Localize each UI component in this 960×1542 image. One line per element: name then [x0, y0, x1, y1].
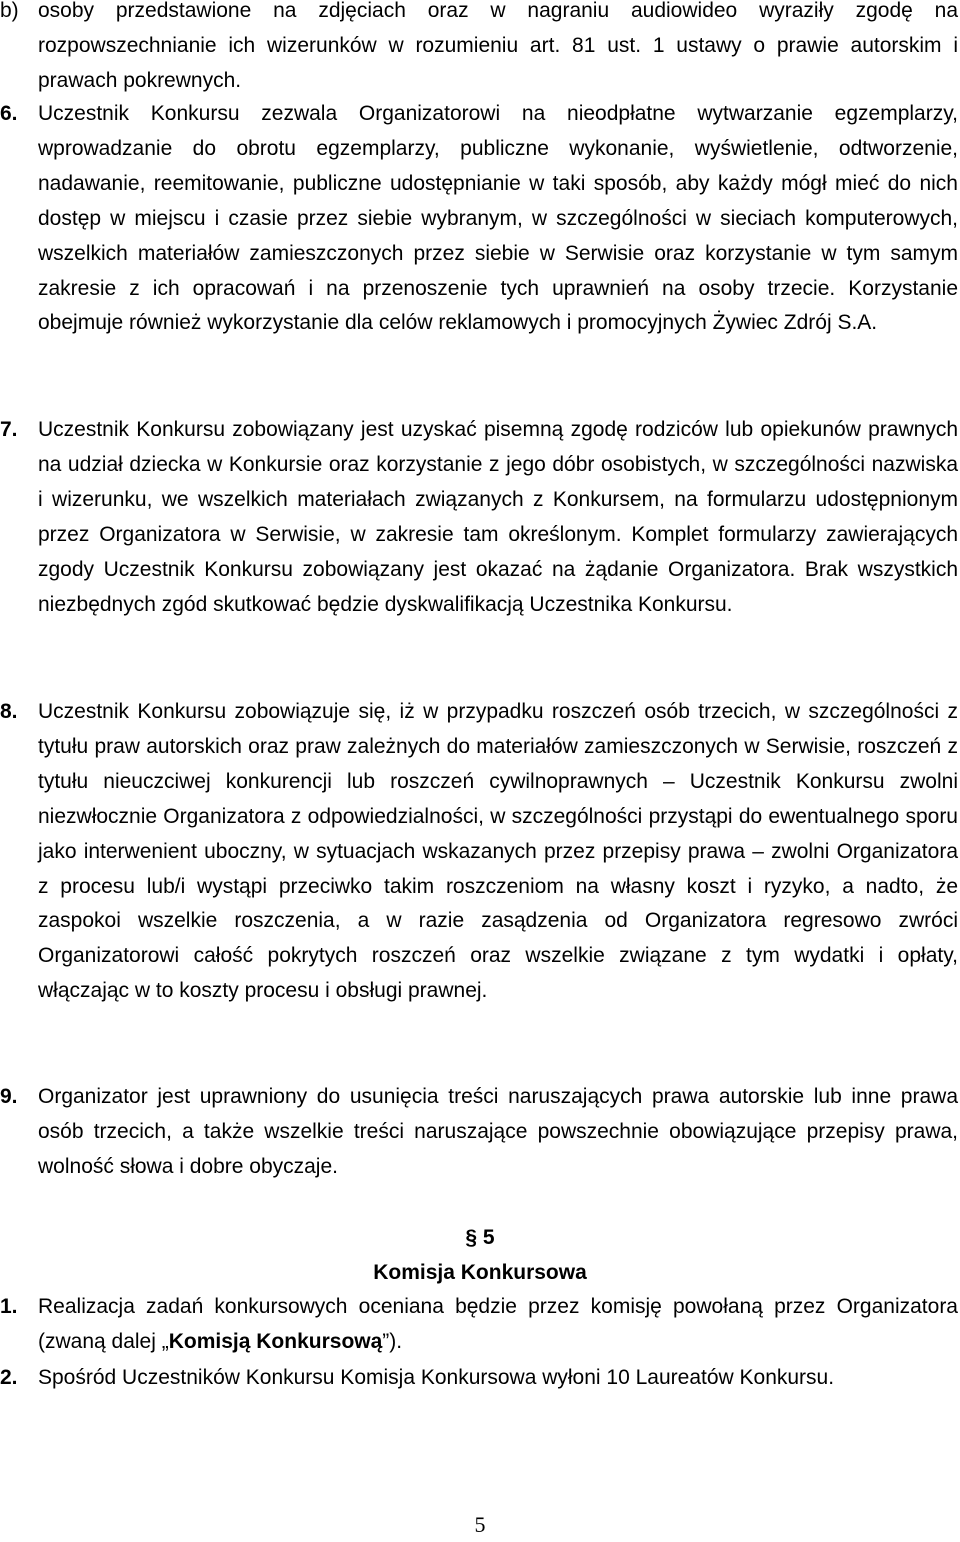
item-number: 8. [0, 700, 18, 723]
item-text-a: Uczestnik Konkursu zezwala Organizatorowi na nieodpłatne wytwarzanie egzemplarzy, wprowadzanie do obrotu egzemplarzy, publiczne wykonanie, wyświetlenie, odtworzenie, nadawanie, reemitowanie, publiczne udostępnianie w taki sposób, aby każdy mógł mieć do nich dostęp w miejscu i czasie przez siebie wybranym, w szczególności w sieciach komputerowych, wszelkich materiałów zamieszczonych przez siebie w Serwisie oraz korzystanie w tym samym zakresie z ich opracowań i na przenoszenie tych uprawnień na osoby trzecie. [38, 102, 958, 300]
item-number: 6. [0, 102, 18, 125]
page-number: 5 [474, 1512, 486, 1537]
item-text [38, 1290, 958, 1360]
item-text: Uczestnik Konkursu zobowiązuje się, iż w przypadku roszczeń osób trzecich, w szczególności z tytułu praw autorskich oraz praw zależnych do materiałów zamieszczonych w Serwisie, roszczeń z tytułu nieuczciwej konkurencji lub roszczeń cywilnoprawnych – Uczestnik Konkursu zwolni niezwłocznie Organizatora z odpowiedzialności, w szczególności przystąpi do ewentualnego sporu jako interwenient uboczny, w sytuacjach wskazanych przez przepisy prawa – zwolni Organizatora z procesu lub/i wystąpi przeciwko takim roszczeniom na własny koszt i ryzyko, a nadto, że zaspokoi wszelkie roszczenia, a w razie zasądzenia od Organizatora regresowo zwróci Organizatorowi całość pokrytych roszczeń oraz wszelkie związane z tym wydatki i opłaty, włączając w to koszty procesu i obsługi prawnej. [38, 700, 958, 1003]
item-text-b: Komplet formularzy zawierających zgody Uczestnik Konkursu zobowiązany jest okazać na żądanie Organizatora. Brak wszystkich niezbędnych zgód skutkować będzie dyskwalifikacją Uczestnika Konkursu. [38, 522, 959, 616]
item-text-a: Uczestnik Konkursu zobowiązany jest uzyskać pisemną zgodę rodziców lub opiekunów prawnych na udział dziecka w Konkursie oraz korzystanie z jego dóbr osobistych, w szczególności nazwiska i wizerunku, we wszelkich materiałach związanych z Konkursem, na formularzu udostępnionym przez Organizatora w Serwisie, w zakresie tam określonym. [38, 418, 958, 546]
item-text [38, 413, 958, 622]
item-text: Organizator jest uprawniony do usunięcia treści naruszających prawa autorskie lub inne prawa osób trzecich, a także wszelkie treści naruszające powszechnie obowiązujące przepisy prawa, wolność słowa i dobre obyczaje. [38, 1085, 958, 1178]
item-number: 7. [0, 418, 18, 441]
list-item-text: osoby przedstawione na zdjęciach oraz w nagraniu audiowideo wyraziły zgodę na rozpowszechnianie ich wizerunków w rozumieniu art. 81 ust. 1 ustawy o prawie autorskim i prawach pokrewnych. [38, 0, 958, 92]
item-text-b: Korzystanie obejmuje również wykorzystanie dla celów reklamowych i promocyjnych Żywiec Zdrój S.A. [38, 276, 958, 335]
item-text-post: ”). [382, 1329, 403, 1353]
section-title: Komisja Konkursowa [373, 1261, 587, 1284]
item-text-pre: Realizacja zadań konkursowych oceniana będzie przez komisję powołaną przez Organizatora (zwaną dalej „ [38, 1295, 958, 1353]
item-number: 9. [0, 1085, 18, 1108]
section-sign: § 5 [465, 1226, 495, 1249]
item-text: Spośród Uczestników Konkursu Komisja Konkursowa wyłoni 10 Laureatów Konkursu. [38, 1366, 835, 1389]
list-marker: b) [0, 0, 19, 22]
item-number: 1. [0, 1295, 18, 1318]
item-number: 2. [0, 1366, 18, 1389]
defined-term: Komisją Konkursową [168, 1329, 383, 1353]
item-text [38, 97, 958, 341]
